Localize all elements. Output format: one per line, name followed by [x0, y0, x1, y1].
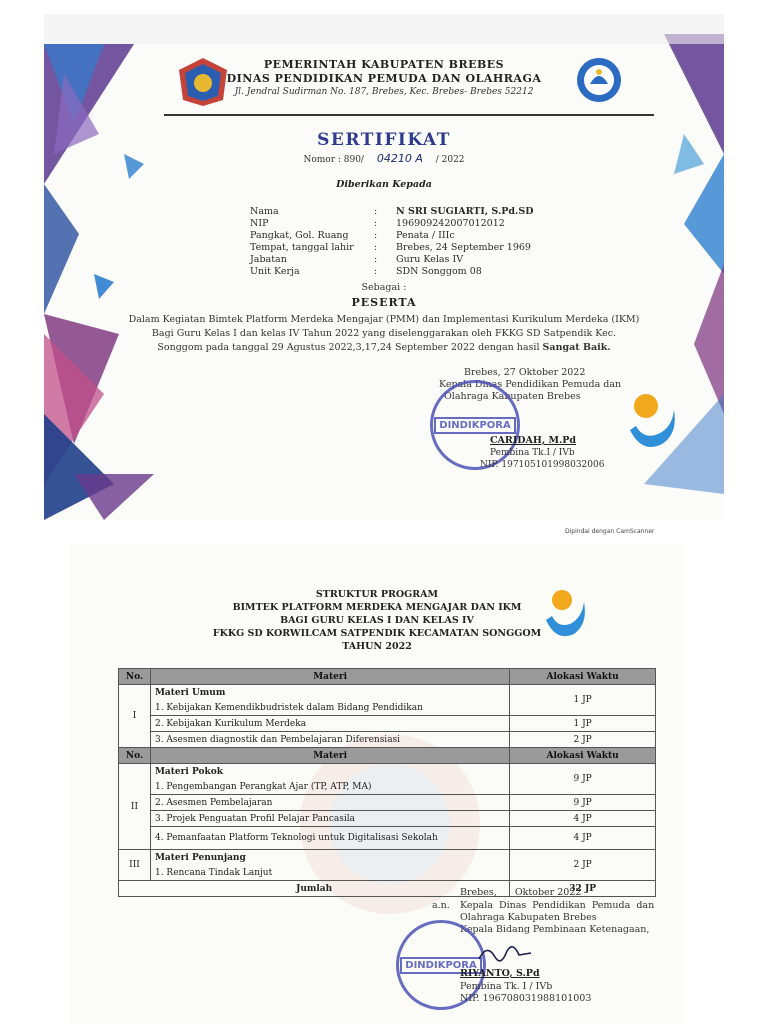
- header-line-1: PEMERINTAH KABUPATEN BREBES: [263, 58, 505, 71]
- program-title-2: BIMTEK PLATFORM MERDEKA MENGAJAR DAN IKM: [232, 602, 522, 613]
- prog-sign-nip: NIP. 196708031988101003: [460, 993, 592, 1004]
- given-to-label: Diberikan Kepada: [336, 179, 432, 190]
- sebagai-label: Sebagai :: [361, 282, 407, 293]
- program-table: [118, 668, 656, 897]
- table-header-row: [119, 669, 656, 685]
- sign-name: CARIDAH, M.Pd: [490, 435, 577, 446]
- signature-icon: [475, 939, 535, 969]
- total-value: 32 JP: [510, 881, 656, 897]
- header-line-3: Jl. Jendral Sudirman No. 187, Brebes, Kec. Brebes- Brebes 52212: [234, 87, 534, 97]
- jp-cell: 1 JP: [510, 716, 656, 732]
- sign-role-2: Olahraga Kabupaten Brebes: [444, 391, 581, 402]
- group-heading: Materi Penunjang: [150, 850, 509, 866]
- field-colon: :: [374, 254, 378, 265]
- col-no: No.: [119, 748, 151, 764]
- body-line-3: [44, 342, 724, 353]
- field-colon: :: [374, 242, 378, 253]
- jp-cell: 9 JP: [510, 764, 656, 795]
- field-label: Jabatan: [250, 254, 287, 265]
- materi-item: 1. Pengembangan Perangkat Ajar (TP, ATP, MA): [150, 779, 509, 795]
- field-value: Guru Kelas IV: [396, 254, 464, 265]
- jp-cell: 4 JP: [510, 827, 656, 850]
- table-row: [119, 685, 656, 701]
- body-result: Sangat Baik.: [542, 342, 611, 353]
- field-value: N SRI SUGIARTI, S.Pd.SD: [396, 206, 534, 217]
- number-suffix: / 2022: [435, 155, 465, 165]
- field-colon: :: [374, 218, 378, 229]
- field-value: 196909242007012012: [396, 218, 505, 229]
- body-line-1: Dalam Kegiatan Bimtek Platform Merdeka Mengajar (PMM) dan Implementasi Kurikulum Merdeka (IKM): [128, 314, 640, 325]
- table-row: [119, 764, 656, 780]
- prog-sign-date: Brebes, Oktober 2022: [460, 887, 582, 898]
- field-label: Unit Kerja: [250, 266, 300, 277]
- col-no: No.: [119, 669, 151, 685]
- sign-rank: Pembina Tk.I / IVb: [490, 448, 575, 458]
- table-row: [119, 732, 656, 748]
- field-label: Nama: [250, 206, 279, 217]
- jp-cell: 1 JP: [510, 685, 656, 716]
- program-logo-icon: [540, 588, 588, 644]
- table-row: [119, 811, 656, 827]
- field-label: Pangkat, Gol. Ruang: [250, 230, 349, 241]
- jp-cell: 2 JP: [510, 732, 656, 748]
- sign-role-1: Kepala Dinas Pendidikan Pemuda dan: [439, 379, 622, 390]
- table-header-row: [119, 748, 656, 764]
- certificate-page: [44, 14, 724, 520]
- table-row: [119, 716, 656, 732]
- materi-item: 3. Asesmen diagnostik dan Pembelajaran Diferensiasi: [150, 732, 509, 748]
- field-value: SDN Songgom 08: [396, 266, 482, 277]
- prog-sign-rank: Pembina Tk. I / IVb: [460, 981, 553, 992]
- prog-sign-an: a.n.: [432, 900, 450, 911]
- field-colon: :: [374, 230, 378, 241]
- col-materi: Materi: [150, 748, 509, 764]
- group-no: II: [119, 764, 151, 850]
- program-title-4: FKKG SD KORWILCAM SATPENDIK KECAMATAN SONGGOM: [212, 628, 542, 639]
- program-title-3: BAGI GURU KELAS I DAN KELAS IV: [280, 615, 474, 626]
- sign-nip: NIP. 197105101998032006: [480, 460, 605, 470]
- stamp-text: DINDIKPORA: [400, 957, 481, 974]
- certificate-number: [44, 152, 724, 165]
- table-row: [119, 827, 656, 850]
- materi-item: 1. Rencana Tindak Lanjut: [150, 865, 509, 881]
- program-logo-icon: [622, 392, 682, 456]
- body-line-3-text: Songgom pada tanggal 29 Agustus 2022,3,17,24 September 2022 dengan hasil: [157, 342, 540, 353]
- prog-sign-role-1: Kepala Dinas Pendidikan Pemuda dan: [460, 900, 655, 911]
- header-line-2: DINAS PENDIDIKAN PEMUDA DAN OLAHRAGA: [226, 72, 542, 85]
- sign-date: Brebes, 27 Oktober 2022: [464, 367, 586, 378]
- program-title-5: TAHUN 2022: [342, 641, 412, 652]
- total-label: Jumlah: [119, 881, 510, 897]
- group-no: III: [119, 850, 151, 881]
- prog-sign-role-3: Kepala Bidang Pembinaan Ketenagaan,: [460, 924, 650, 935]
- group-heading: Materi Pokok: [150, 764, 509, 780]
- materi-item: 2. Kebijakan Kurikulum Merdeka: [150, 716, 509, 732]
- prog-sign-role-2: Olahraga Kabupaten Brebes: [460, 912, 597, 923]
- group-heading: Materi Umum: [150, 685, 509, 701]
- col-materi: Materi: [150, 669, 509, 685]
- prog-sign-name: RIYANTO, S.Pd: [460, 968, 540, 979]
- certificate-title: SERTIFIKAT: [317, 130, 451, 150]
- header-divider: [164, 114, 654, 116]
- jp-cell: 9 JP: [510, 795, 656, 811]
- field-value: Brebes, 24 September 1969: [396, 242, 531, 253]
- col-alokasi: Alokasi Waktu: [510, 748, 656, 764]
- number-prefix: Nomor : 890/: [303, 155, 364, 165]
- materi-item: 4. Pemanfaatan Platform Teknologi untuk Digitalisasi Sekolah: [150, 827, 509, 850]
- group-no: I: [119, 685, 151, 748]
- materi-item: 1. Kebijakan Kemendikbudristek dalam Bidang Pendidikan: [150, 700, 509, 716]
- materi-item: 2. Asesmen Pembelajaran: [150, 795, 509, 811]
- role-title: PESERTA: [351, 296, 417, 309]
- program-page: [70, 544, 684, 1024]
- program-title-1: STRUKTUR PROGRAM: [315, 589, 439, 600]
- table-row: [119, 850, 656, 866]
- number-handwritten: 04210 A: [376, 152, 423, 165]
- jp-cell: 2 JP: [510, 850, 656, 881]
- field-colon: :: [374, 206, 378, 217]
- jp-cell: 4 JP: [510, 811, 656, 827]
- stamp-text: DINDIKPORA: [434, 417, 515, 434]
- table-row: [119, 795, 656, 811]
- body-line-2: Bagi Guru Kelas I dan kelas IV Tahun 2022 yang diselenggarakan oleh FKKG SD Satpendik Kec.: [151, 328, 617, 339]
- field-value: Penata / IIIc: [396, 230, 455, 241]
- scanner-note: Dipindai dengan CamScanner: [565, 528, 655, 535]
- col-alokasi: Alokasi Waktu: [510, 669, 656, 685]
- field-label: Tempat, tanggal lahir: [250, 242, 354, 253]
- field-colon: :: [374, 266, 378, 277]
- field-label: NIP: [250, 218, 269, 229]
- materi-item: 3. Projek Penguatan Profil Pelajar Pancasila: [150, 811, 509, 827]
